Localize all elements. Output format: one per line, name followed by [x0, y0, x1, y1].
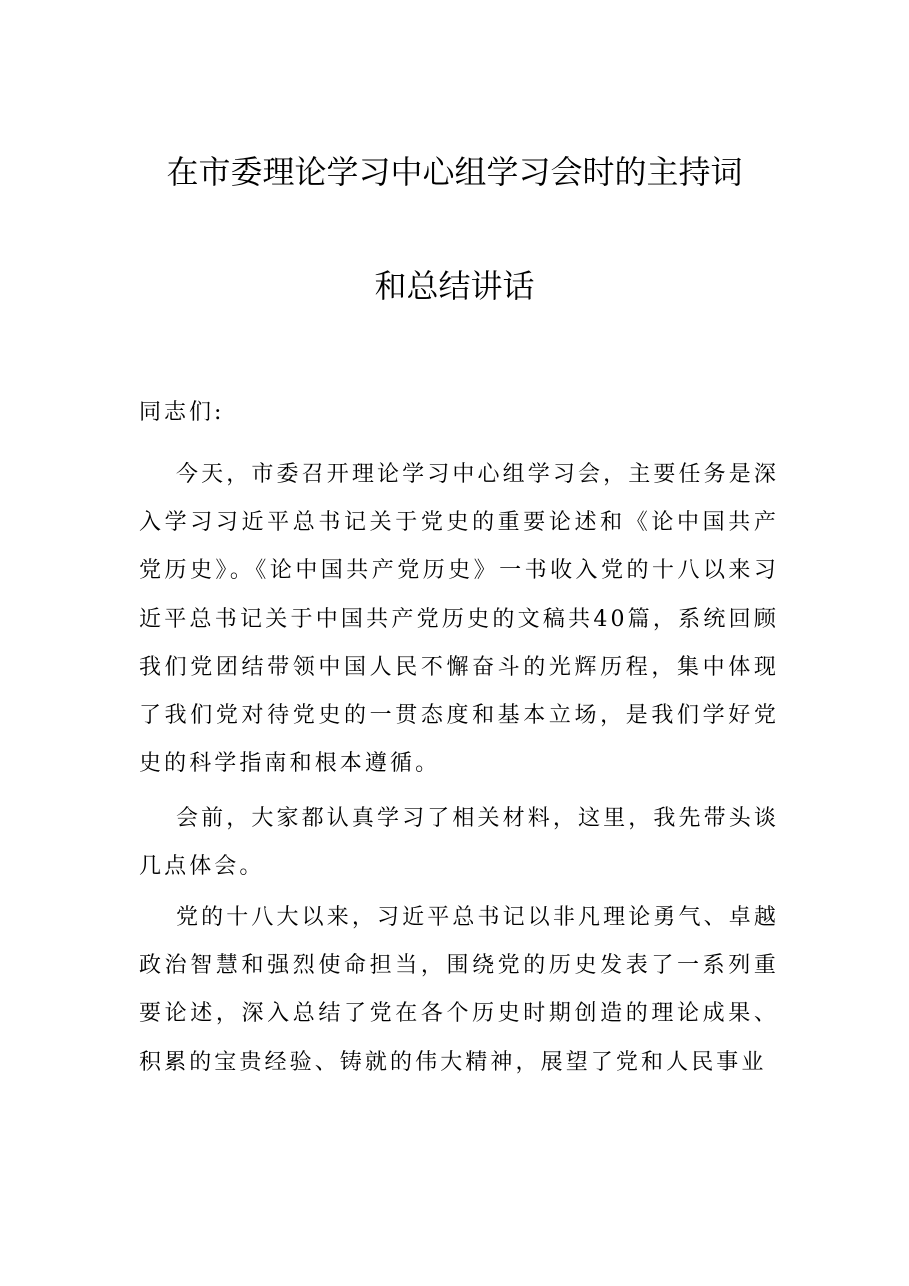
- paragraph-3: 党的十八大以来，习近平总书记以非凡理论勇气、卓越政治智慧和强烈使命担当，围绕党的历史发表了一系列重要论述，深入总结了党在各个历史时期创造的理论成果、积累的宝贵经验、铸就的伟大精神，展望了党和人民事业: [139, 905, 779, 1075]
- paragraph-1: 今天，市委召开理论学习中心组学习会，主要任务是深入学习习近平总书记关于党史的重要论述和《论中国共产党历史》。《论中国共产党历史》一书收入党的十八以来习近平总书记关于中国共产党历史的文稿共40篇，系统回顾我们党团结带领中国人民不懈奋斗的光辉历程，集中体现了我们党对待党史的一贯态度和基本立场，是我们学好党史的科学指南和根本遵循。: [139, 462, 779, 777]
- document-title-line-2: 和总结讲话: [374, 267, 535, 305]
- salutation: 同志们:: [139, 400, 225, 425]
- document-title-line-1: 在市委理论学习中心组学习会时的主持词: [166, 153, 743, 191]
- paragraph-2: 会前，大家都认真学习了相关材料，这里，我先带头谈几点体会。: [139, 806, 779, 880]
